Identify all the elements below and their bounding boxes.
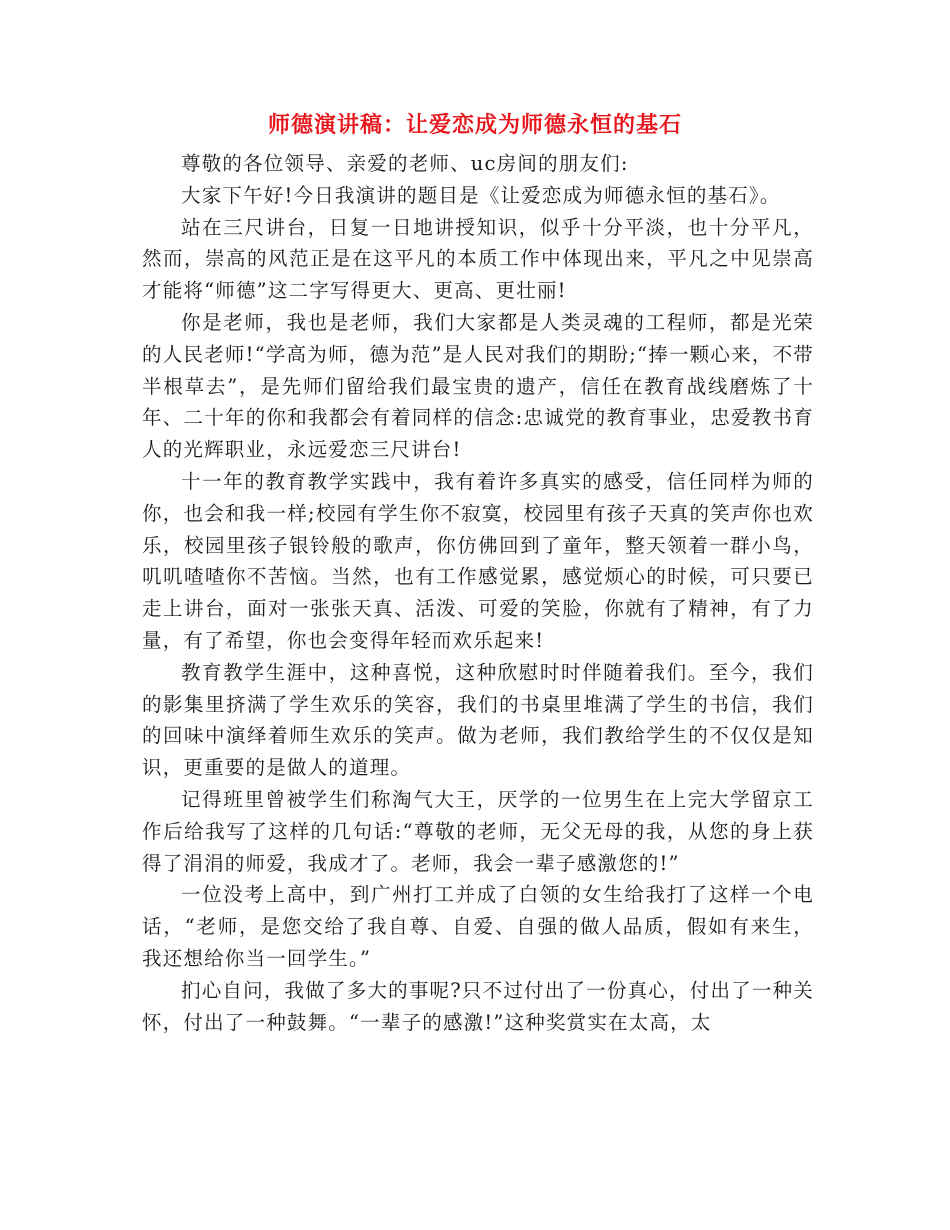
- paragraph: 站在三尺讲台，日复一日地讲授知识，似乎十分平淡，也十分平凡，然而，崇高的风范正是在这平凡的本质工作中体现出来，平凡之中见崇高才能将“师德”这二字写得更大、更高、更壮丽!: [142, 215, 814, 303]
- document-title: 师德演讲稿：让爱恋成为师德永恒的基石: [267, 113, 682, 138]
- paragraph: 记得班里曾被学生们称淘气大王，厌学的一位男生在上完大学留京工作后给我写了这样的几句话:“尊敬的老师，无父无母的我，从您的身上获得了涓涓的师爱，我成才了。老师，我会一辈子感激您的!”: [142, 787, 814, 875]
- paragraph: 教育教学生涯中，这种喜悦，这种欣慰时时伴随着我们。至今，我们的影集里挤满了学生欢乐的笑容，我们的书桌里堆满了学生的书信，我们的回味中演绎着师生欢乐的笑声。做为老师，我们教给学生的不仅仅是知识，更重要的是做人的道理。: [142, 660, 814, 780]
- document-body: [142, 148, 814, 1038]
- paragraph: 你是老师，我也是老师，我们大家都是人类灵魂的工程师，都是光荣的人民老师!“学高为师，德为范”是人民对我们的期盼;“捧一颗心来，不带半根草去”，是先师们留给我们最宝贵的遗产，信任在教育战线磨炼了十年、二十年的你和我都会有着同样的信念:忠诚党的教育事业，忠爱教书育人的光辉职业，永远爱恋三尺讲台!: [142, 310, 814, 462]
- paragraph: 扪心自问，我做了多大的事呢?只不过付出了一份真心，付出了一种关怀，付出了一种鼓舞。“一辈子的感激!”这种奖赏实在太高，太: [142, 978, 814, 1034]
- paragraph-greeting: 尊敬的各位领导、亲爱的老师、uc房间的朋友们:: [181, 152, 629, 175]
- paragraph: 十一年的教育教学实践中，我有着许多真实的感受，信任同样为师的你，也会和我一样;校园有学生你不寂寞，校园里有孩子天真的笑声你也欢乐，校园里孩子银铃般的歌声，你仿佛回到了童年，整天领着一群小鸟，叽叽喳喳你不苦恼。当然，也有工作感觉累，感觉烦心的时候，可只要已走上讲台，面对一张张天真、活泼、可爱的笑脸，你就有了精神，有了力量，有了希望，你也会变得年轻而欢乐起来!: [142, 469, 814, 652]
- paragraph: 一位没考上高中，到广州打工并成了白领的女生给我打了这样一个电话，“老师，是您交给了我自尊、自爱、自强的做人品质，假如有来生，我还想给你当一回学生。”: [142, 883, 814, 970]
- paragraph-opening: 大家下午好!今日我演讲的题目是《让爱恋成为师德永恒的基石》。: [181, 183, 781, 207]
